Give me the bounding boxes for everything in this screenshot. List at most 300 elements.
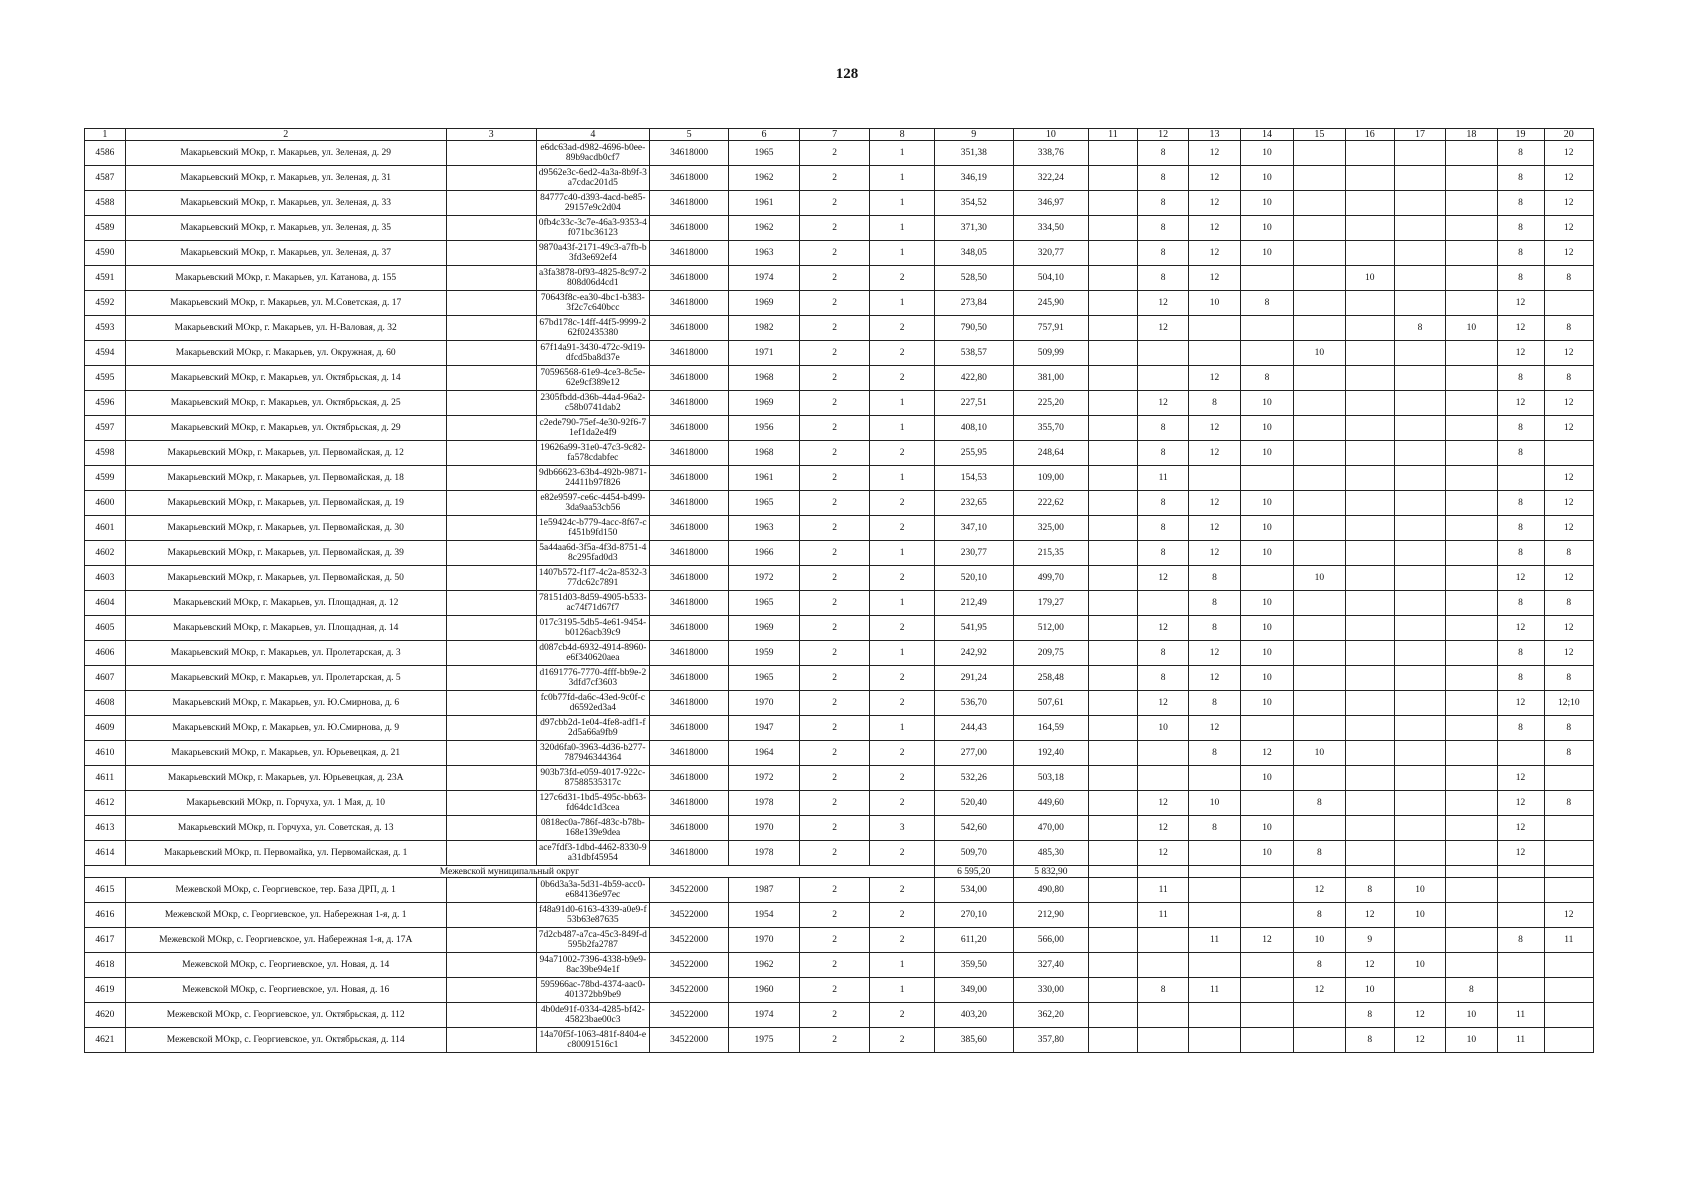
cell-col-16: 9 — [1345, 928, 1394, 953]
cell-col-8: 2 — [870, 341, 934, 366]
cell-col-6: 1961 — [729, 191, 800, 216]
cell-col-10: 362,20 — [1013, 1003, 1088, 1028]
cell-col-17 — [1394, 166, 1445, 191]
cell-col-2: Макарьевский МОкр, г. Макарьев, ул. Пролетарская, д. 5 — [125, 666, 446, 691]
cell-col-2: Макарьевский МОкр, г. Макарьев, ул. Первомайская, д. 19 — [125, 491, 446, 516]
cell-col-16 — [1345, 466, 1394, 491]
cell-col-1: 4597 — [85, 416, 126, 441]
cell-col-3 — [446, 616, 536, 641]
cell-col-10: 381,00 — [1013, 366, 1088, 391]
cell-col-20: 12 — [1544, 166, 1593, 191]
cell-col-14 — [1240, 953, 1294, 978]
cell-col-18: 10 — [1446, 1028, 1497, 1053]
cell-col-2: Макарьевский МОкр, г. Макарьев, ул. Н-Валовая, д. 32 — [125, 316, 446, 341]
cell-col-20: 12 — [1544, 903, 1593, 928]
cell-col-17 — [1394, 441, 1445, 466]
cell-col-2: Макарьевский МОкр, г. Макарьев, ул. Окружная, д. 60 — [125, 341, 446, 366]
cell-col-14: 10 — [1240, 191, 1294, 216]
table-row — [85, 878, 1594, 903]
cell-col-8: 2 — [870, 366, 934, 391]
cell-col-4: d9562e3c-6ed2-4a3a-8b9f-3a7cdac201d5 — [536, 166, 649, 191]
cell-col-12: 8 — [1138, 541, 1189, 566]
cell-col-2: Макарьевский МОкр, п. Горчуха, ул. Советская, д. 13 — [125, 816, 446, 841]
cell-col-15 — [1294, 141, 1345, 166]
cell-col-9: 154,53 — [934, 466, 1013, 491]
table-row — [85, 953, 1594, 978]
cell-col-14: 10 — [1240, 591, 1294, 616]
cell-col-20: 12 — [1544, 616, 1593, 641]
cell-col-5: 34618000 — [650, 791, 729, 816]
cell-col-11 — [1088, 841, 1137, 866]
cell-col-11 — [1088, 291, 1137, 316]
cell-col-4: 4b0de91f-0334-4285-bf42-45823bae00c3 — [536, 1003, 649, 1028]
cell-col-7: 2 — [799, 566, 870, 591]
cell-col-17 — [1394, 766, 1445, 791]
cell-col-1: 4602 — [85, 541, 126, 566]
cell-col-3 — [446, 1003, 536, 1028]
cell-col-10: 322,24 — [1013, 166, 1088, 191]
column-header-17: 17 — [1394, 129, 1445, 141]
cell-col-20: 12 — [1544, 641, 1593, 666]
cell-col-1: 4612 — [85, 791, 126, 816]
cell-col-7: 2 — [799, 316, 870, 341]
cell-col-17 — [1394, 391, 1445, 416]
cell-col-6: 1969 — [729, 291, 800, 316]
cell-col-20: 12;10 — [1544, 691, 1593, 716]
cell-col-10: 258,48 — [1013, 666, 1088, 691]
cell-col-4: 0fb4c33c-3c7e-46a3-9353-4f071bc36123 — [536, 216, 649, 241]
cell-col-5: 34618000 — [650, 666, 729, 691]
table-row — [85, 903, 1594, 928]
column-header-6: 6 — [729, 129, 800, 141]
cell-col-17 — [1394, 741, 1445, 766]
cell-col-13: 11 — [1189, 978, 1240, 1003]
cell-col-19: 12 — [1497, 566, 1544, 591]
cell-col-4: 70643f8c-ea30-4bc1-b383-3f2c7c640bcc — [536, 291, 649, 316]
cell-col-18 — [1446, 391, 1497, 416]
table-row — [85, 541, 1594, 566]
cell-col-7: 2 — [799, 491, 870, 516]
cell-col-9: 538,57 — [934, 341, 1013, 366]
cell-col-3 — [446, 841, 536, 866]
table-row — [85, 766, 1594, 791]
cell-col-12: 12 — [1138, 616, 1189, 641]
cell-col-11 — [1088, 616, 1137, 641]
cell-col-3 — [446, 766, 536, 791]
cell-col-15: 8 — [1294, 791, 1345, 816]
cell-col-6: 1970 — [729, 691, 800, 716]
cell-col-20 — [1544, 878, 1593, 903]
cell-col-7: 2 — [799, 928, 870, 953]
cell-col-13 — [1189, 341, 1240, 366]
cell-col-17: 12 — [1394, 1028, 1445, 1053]
cell-col-2: Макарьевский МОкр, г. Макарьев, ул. Зеленая, д. 37 — [125, 241, 446, 266]
cell-col-4: a3fa3878-0f93-4825-8c97-2808d06d4cd1 — [536, 266, 649, 291]
cell-col-10: 325,00 — [1013, 516, 1088, 541]
cell-col-4: 94a71002-7396-4338-b9e9-8ac39be94e1f — [536, 953, 649, 978]
cell-col-16 — [1345, 516, 1394, 541]
column-header-12: 12 — [1138, 129, 1189, 141]
cell-col-15 — [1294, 766, 1345, 791]
cell-col-14: 10 — [1240, 216, 1294, 241]
cell-col-18 — [1446, 416, 1497, 441]
cell-col-19: 12 — [1497, 841, 1544, 866]
cell-col-3 — [446, 391, 536, 416]
cell-col-2: Межевской МОкр, с. Георгиевское, ул. Набережная 1-я, д. 1 — [125, 903, 446, 928]
cell-col-15 — [1294, 1003, 1345, 1028]
cell-col-12 — [1138, 341, 1189, 366]
cell-col-20: 11 — [1544, 928, 1593, 953]
cell-col-2: Макарьевский МОкр, г. Макарьев, ул. Первомайская, д. 30 — [125, 516, 446, 541]
cell-col-16 — [1345, 716, 1394, 741]
cell-col-10: 320,77 — [1013, 241, 1088, 266]
cell-col-16 — [1345, 416, 1394, 441]
cell-col-16: 8 — [1345, 1028, 1394, 1053]
cell-col-8: 2 — [870, 903, 934, 928]
cell-col-9: 385,60 — [934, 1028, 1013, 1053]
cell-col-3 — [446, 791, 536, 816]
cell-col-15 — [1294, 641, 1345, 666]
cell-col-5: 34522000 — [650, 878, 729, 903]
cell-col-10: 499,70 — [1013, 566, 1088, 591]
cell-col-5: 34618000 — [650, 641, 729, 666]
cell-col-16: 12 — [1345, 953, 1394, 978]
table-row — [85, 341, 1594, 366]
cell-col-15 — [1294, 1028, 1345, 1053]
cell-col-1: 4592 — [85, 291, 126, 316]
cell-col-14: 10 — [1240, 666, 1294, 691]
cell-col-10: 327,40 — [1013, 953, 1088, 978]
cell-col-17 — [1394, 191, 1445, 216]
cell-col-5: 34618000 — [650, 266, 729, 291]
cell-col-12: 12 — [1138, 291, 1189, 316]
cell-col-18 — [1446, 953, 1497, 978]
cell-col-12: 8 — [1138, 416, 1189, 441]
cell-col-12: 8 — [1138, 491, 1189, 516]
cell-col-10: 179,27 — [1013, 591, 1088, 616]
cell-col-2: Макарьевский МОкр, г. Макарьев, ул. М.Советская, д. 17 — [125, 291, 446, 316]
cell-col-15 — [1294, 191, 1345, 216]
cell-col-9: 611,20 — [934, 928, 1013, 953]
cell-col-16 — [1345, 741, 1394, 766]
cell-col-9: 212,49 — [934, 591, 1013, 616]
cell-col-2: Межевской МОкр, с. Георгиевское, ул. Новая, д. 14 — [125, 953, 446, 978]
cell-col-6: 1974 — [729, 266, 800, 291]
cell-col-13: 12 — [1189, 516, 1240, 541]
cell-col-6: 1962 — [729, 953, 800, 978]
cell-col-14 — [1240, 878, 1294, 903]
cell-col-18 — [1446, 566, 1497, 591]
cell-col-16 — [1345, 791, 1394, 816]
cell-col-2: Макарьевский МОкр, г. Макарьев, ул. Площадная, д. 12 — [125, 591, 446, 616]
cell-col-9: 270,10 — [934, 903, 1013, 928]
cell-col-9: 790,50 — [934, 316, 1013, 341]
cell-col-7: 2 — [799, 878, 870, 903]
cell-col-19: 11 — [1497, 1028, 1544, 1053]
cell-col-19: 12 — [1497, 691, 1544, 716]
cell-col-4: 2305fbdd-d36b-44a4-96a2-c58b0741dab2 — [536, 391, 649, 416]
table-row — [85, 191, 1594, 216]
cell-col-3 — [446, 141, 536, 166]
cell-col-13: 12 — [1189, 366, 1240, 391]
cell-col-11 — [1088, 953, 1137, 978]
cell-col-17 — [1394, 366, 1445, 391]
cell-col-16 — [1345, 166, 1394, 191]
cell-col-1: 4611 — [85, 766, 126, 791]
cell-col-14: 10 — [1240, 691, 1294, 716]
cell-col-11 — [1088, 928, 1137, 953]
cell-col-18 — [1446, 141, 1497, 166]
cell-col-13: 12 — [1189, 666, 1240, 691]
cell-col-19 — [1497, 903, 1544, 928]
cell-col-9: 528,50 — [934, 266, 1013, 291]
cell-col-5: 34618000 — [650, 141, 729, 166]
cell-col-6: 1987 — [729, 878, 800, 903]
cell-col-2: Межевской МОкр, с. Георгиевское, ул. Новая, д. 16 — [125, 978, 446, 1003]
cell-col-9: 536,70 — [934, 691, 1013, 716]
cell-col-15: 8 — [1294, 903, 1345, 928]
cell-col-14: 10 — [1240, 616, 1294, 641]
cell-col-2: Межевской МОкр, с. Георгиевское, тер. База ДРП, д. 1 — [125, 878, 446, 903]
cell-col-7: 2 — [799, 716, 870, 741]
cell-col-8: 1 — [870, 291, 934, 316]
cell-col-4: 017c3195-5db5-4e61-9454-b0126acb39c9 — [536, 616, 649, 641]
page-number: 128 — [835, 66, 859, 82]
cell-col-20: 8 — [1544, 716, 1593, 741]
cell-col-5: 34618000 — [650, 191, 729, 216]
column-header-7: 7 — [799, 129, 870, 141]
cell-col-18 — [1446, 791, 1497, 816]
cell-col-17 — [1394, 141, 1445, 166]
cell-col-5: 34522000 — [650, 903, 729, 928]
cell-col-11 — [1088, 691, 1137, 716]
cell-col-1: 4587 — [85, 166, 126, 191]
cell-col-6: 1959 — [729, 641, 800, 666]
cell-col-11 — [1088, 166, 1137, 191]
cell-col-2: Межевской МОкр, с. Георгиевское, ул. Набережная 1-я, д. 17А — [125, 928, 446, 953]
cell-col-7: 2 — [799, 691, 870, 716]
cell-col-16 — [1345, 191, 1394, 216]
cell-col-18: 8 — [1446, 978, 1497, 1003]
table-row — [85, 1028, 1594, 1053]
cell-col-10: 355,70 — [1013, 416, 1088, 441]
table-row — [85, 441, 1594, 466]
cell-col-19: 8 — [1497, 191, 1544, 216]
cell-col-14 — [1240, 341, 1294, 366]
cell-col-15 — [1294, 366, 1345, 391]
cell-col-8: 2 — [870, 266, 934, 291]
cell-col-5: 34522000 — [650, 1003, 729, 1028]
cell-col-15: 12 — [1294, 978, 1345, 1003]
cell-col-13 — [1189, 841, 1240, 866]
cell-col-15 — [1294, 216, 1345, 241]
cell-col-18 — [1446, 878, 1497, 903]
cell-col-15 — [1294, 616, 1345, 641]
cell-col-11 — [1088, 541, 1137, 566]
cell-col-2: Макарьевский МОкр, п. Горчуха, ул. 1 Мая, д. 10 — [125, 791, 446, 816]
cell-col-1: 4619 — [85, 978, 126, 1003]
cell-col-5: 34618000 — [650, 466, 729, 491]
section-name: Межевской муниципальный округ — [85, 866, 935, 878]
cell-col-17 — [1394, 541, 1445, 566]
cell-col-7: 2 — [799, 1028, 870, 1053]
cell-col-5: 34618000 — [650, 441, 729, 466]
cell-col-16 — [1345, 591, 1394, 616]
cell-col-4: 1e59424c-b779-4acc-8f67-cf451b9fd150 — [536, 516, 649, 541]
cell-col-7: 2 — [799, 591, 870, 616]
cell-col-10: 757,91 — [1013, 316, 1088, 341]
housing-register-table — [84, 128, 1594, 1053]
cell-col-18: 10 — [1446, 1003, 1497, 1028]
cell-col-7: 2 — [799, 666, 870, 691]
cell-col-1: 4596 — [85, 391, 126, 416]
cell-col-13: 10 — [1189, 291, 1240, 316]
cell-col-8: 1 — [870, 641, 934, 666]
cell-col-6: 1962 — [729, 216, 800, 241]
cell-col-1: 4620 — [85, 1003, 126, 1028]
cell-col-15 — [1294, 516, 1345, 541]
cell-col-13: 8 — [1189, 591, 1240, 616]
cell-col-20: 12 — [1544, 516, 1593, 541]
cell-col-3 — [446, 978, 536, 1003]
cell-col-9: 230,77 — [934, 541, 1013, 566]
cell-col-13: 12 — [1189, 241, 1240, 266]
cell-col-13: 12 — [1189, 166, 1240, 191]
cell-col-8: 1 — [870, 216, 934, 241]
cell-col-7: 2 — [799, 241, 870, 266]
column-header-8: 8 — [870, 129, 934, 141]
cell-col-14: 10 — [1240, 516, 1294, 541]
cell-col-14: 10 — [1240, 766, 1294, 791]
cell-col-18 — [1446, 341, 1497, 366]
cell-col-16: 12 — [1345, 903, 1394, 928]
cell-col-18 — [1446, 816, 1497, 841]
cell-col-16 — [1345, 216, 1394, 241]
cell-col-20 — [1544, 1003, 1593, 1028]
cell-col-13: 8 — [1189, 691, 1240, 716]
cell-col-3 — [446, 291, 536, 316]
cell-col-8: 2 — [870, 878, 934, 903]
cell-col-6: 1968 — [729, 366, 800, 391]
cell-col-1: 4586 — [85, 141, 126, 166]
cell-col-20: 8 — [1544, 541, 1593, 566]
table-row — [85, 666, 1594, 691]
table-row — [85, 591, 1594, 616]
cell-col-12: 12 — [1138, 316, 1189, 341]
column-header-9: 9 — [934, 129, 1013, 141]
cell-col-12: 12 — [1138, 566, 1189, 591]
cell-col-5: 34618000 — [650, 216, 729, 241]
cell-col-20: 12 — [1544, 566, 1593, 591]
cell-col-3 — [446, 903, 536, 928]
section-row — [85, 866, 1594, 878]
cell-col-20 — [1544, 1028, 1593, 1053]
cell-col-2: Межевской МОкр, с. Георгиевское, ул. Октябрьская, д. 114 — [125, 1028, 446, 1053]
cell-col-1: 4613 — [85, 816, 126, 841]
cell-col-19: 12 — [1497, 816, 1544, 841]
cell-col-14 — [1240, 716, 1294, 741]
cell-col-16 — [1345, 616, 1394, 641]
cell-col-10: 485,30 — [1013, 841, 1088, 866]
cell-col-18 — [1446, 216, 1497, 241]
cell-col-10: 330,00 — [1013, 978, 1088, 1003]
cell-col-7: 2 — [799, 391, 870, 416]
cell-col-3 — [446, 441, 536, 466]
cell-col-13: 12 — [1189, 216, 1240, 241]
table-row — [85, 141, 1594, 166]
cell-col-8: 2 — [870, 666, 934, 691]
cell-col-11 — [1088, 241, 1137, 266]
cell-col-5: 34618000 — [650, 416, 729, 441]
cell-col-2: Макарьевский МОкр, г. Макарьев, ул. Площадная, д. 14 — [125, 616, 446, 641]
cell-col-18 — [1446, 516, 1497, 541]
cell-col-17 — [1394, 666, 1445, 691]
cell-col-2: Макарьевский МОкр, п. Первомайка, ул. Первомайская, д. 1 — [125, 841, 446, 866]
cell-col-3 — [446, 166, 536, 191]
cell-col-17 — [1394, 516, 1445, 541]
cell-col-12: 8 — [1138, 266, 1189, 291]
cell-col-12: 12 — [1138, 841, 1189, 866]
cell-col-9: 542,60 — [934, 816, 1013, 841]
cell-col-18 — [1446, 441, 1497, 466]
cell-col-18 — [1446, 741, 1497, 766]
cell-col-20: 8 — [1544, 266, 1593, 291]
cell-col-20: 8 — [1544, 666, 1593, 691]
cell-col-15: 8 — [1294, 953, 1345, 978]
cell-col-14 — [1240, 466, 1294, 491]
cell-col-4: 9870a43f-2171-49c3-a7fb-b3fd3e692ef4 — [536, 241, 649, 266]
cell-col-4: 7d2cb487-a7ca-45c3-849f-d595b2fa2787 — [536, 928, 649, 953]
cell-col-1: 4601 — [85, 516, 126, 541]
cell-col-15 — [1294, 691, 1345, 716]
cell-col-3 — [446, 741, 536, 766]
table-row — [85, 641, 1594, 666]
cell-col-20 — [1544, 978, 1593, 1003]
cell-col-2: Макарьевский МОкр, г. Макарьев, ул. Ю.Смирнова, д. 6 — [125, 691, 446, 716]
cell-col-19: 8 — [1497, 366, 1544, 391]
cell-col-8: 1 — [870, 466, 934, 491]
cell-col-3 — [446, 541, 536, 566]
cell-col-15: 8 — [1294, 841, 1345, 866]
cell-col-19: 12 — [1497, 616, 1544, 641]
cell-col-16 — [1345, 691, 1394, 716]
cell-col-1: 4598 — [85, 441, 126, 466]
cell-col-10: 225,20 — [1013, 391, 1088, 416]
column-header-2: 2 — [125, 129, 446, 141]
cell-col-20: 12 — [1544, 491, 1593, 516]
cell-col-4: 9db66623-63b4-492b-9871-24411b97f826 — [536, 466, 649, 491]
cell-col-8: 1 — [870, 391, 934, 416]
cell-col-11 — [1088, 816, 1137, 841]
cell-col-16: 8 — [1345, 1003, 1394, 1028]
cell-col-20: 12 — [1544, 466, 1593, 491]
cell-col-9: 227,51 — [934, 391, 1013, 416]
cell-col-12: 8 — [1138, 216, 1189, 241]
cell-col-13 — [1189, 953, 1240, 978]
cell-col-5: 34618000 — [650, 766, 729, 791]
cell-col-11 — [1088, 416, 1137, 441]
cell-col-16 — [1345, 441, 1394, 466]
cell-col-8: 2 — [870, 791, 934, 816]
column-header-4: 4 — [536, 129, 649, 141]
cell-col-11 — [1088, 716, 1137, 741]
cell-col-7: 2 — [799, 441, 870, 466]
cell-col-2: Макарьевский МОкр, г. Макарьев, ул. Октябрьская, д. 25 — [125, 391, 446, 416]
cell-col-8: 2 — [870, 691, 934, 716]
cell-col-1: 4607 — [85, 666, 126, 691]
cell-col-1: 4600 — [85, 491, 126, 516]
cell-col-1: 4616 — [85, 903, 126, 928]
